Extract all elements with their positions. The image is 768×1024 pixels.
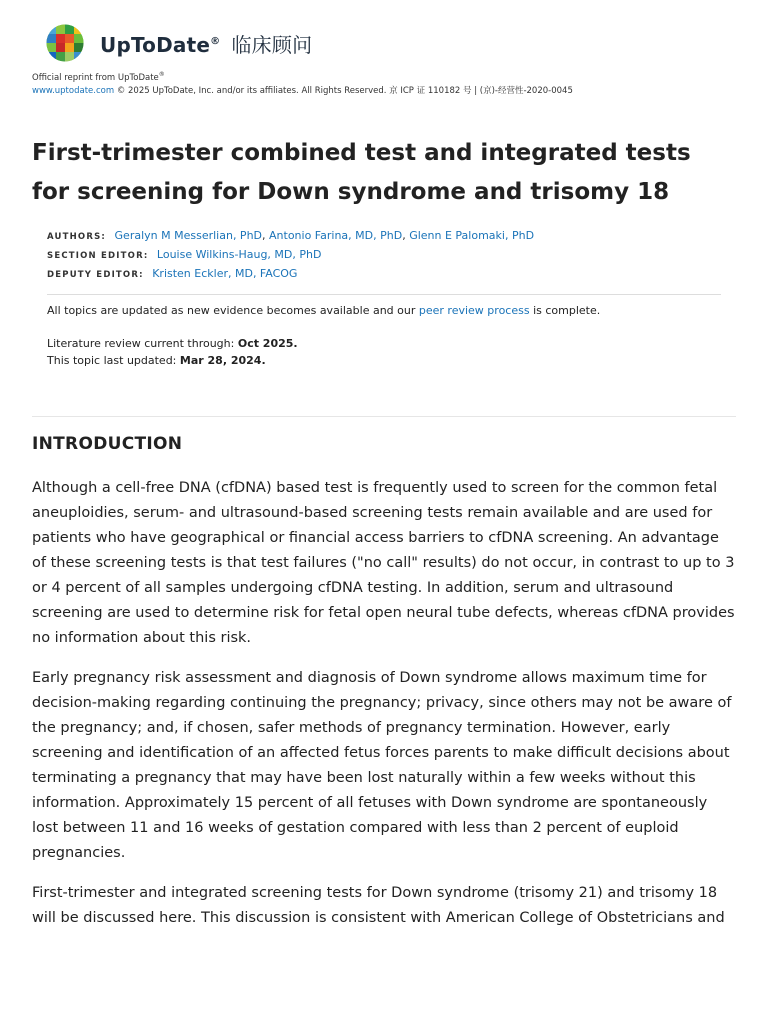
reprint-registered-mark: ® [158,71,165,78]
uptodate-logo-icon [46,24,84,62]
deputy-editor-row [47,265,534,284]
section-editor-row [47,246,534,265]
authors-label: AUTHORS: [47,232,107,242]
brand-registered-mark: ® [210,35,221,47]
reprint-notice [32,68,573,98]
intro-paragraph-3: First-trimester and integrated screening tests for Down syndrome (trisomy 21) and trisomy 18 will be discussed here. This discussion is consistent with American College of Obstetricians and [32,885,725,926]
update-note-post: is complete. [529,304,601,317]
update-note-pre: All topics are updated as new evidence becomes available and our [47,304,419,317]
author-separator: , [402,229,410,242]
lit-review-date: Oct 2025 [237,337,294,350]
intro-paragraph-1: Although a cell-free DNA (cfDNA) based test is frequently used to screen for the common fetal aneuploidies, serum- and ultrasound-based screening tests remain available and are used for patients who have geographical or financial access barriers to cfDNA screening. An advantage of these screening tests is that test failures ("no call" results) do not occur, in contrast to up to 3 or 4 percent of all samples undergoing cfDNA testing. In addition, serum and ultrasound screening are used to determine risk for fetal open neural tube defects, whereas cfDNA provides no information about this risk. [32,480,735,646]
section-divider [32,416,736,417]
brand-cn-name: 临床顾问 [231,32,313,57]
last-updated-label: This topic last updated: [47,354,180,367]
brand-header [46,24,312,62]
update-policy-note [47,302,727,319]
topic-notes [47,302,727,369]
reprint-text: Official reprint from UpToDate [32,72,159,83]
brand-name [100,29,312,58]
copyright-line [32,85,573,98]
section-editor-label: SECTION EDITOR: [47,251,149,261]
lit-review-end: . [293,337,298,350]
authors-row [47,227,534,246]
reprint-line [32,68,573,85]
section-heading-introduction: INTRODUCTION [32,434,183,454]
last-updated-note [47,352,727,369]
section-editor-link[interactable]: Louise Wilkins-Haug, MD, PhD [156,248,322,261]
introduction-body [32,476,736,946]
article-title: First-trimester combined test and integrated tests for screening for Down syndrome and trisomy 18 [32,140,691,205]
intro-paragraph-2: Early pregnancy risk assessment and diagnosis of Down syndrome allows maximum time for decision-making regarding continuing the pregnancy; privacy, since others may not be aware of the pregnancy; and, if chosen, safer methods of pregnancy termination. However, early screening and identification of an affected fetus forces parents to make difficult decisions about terminating a pregnancy that may have been lost naturally within a few weeks without this information. Approximately 15 percent of all fetuses with Down syndrome are spontaneously lost between 11 and 16 weeks of gestation compared with less than 2 percent of euploid pregnancies. [32,670,732,861]
uptodate-site-link[interactable]: www.uptodate.com [32,85,115,96]
literature-review-note [47,335,727,352]
author-separator: , [262,229,270,242]
deputy-editor-link[interactable]: Kristen Eckler, MD, FACOG [152,267,298,280]
author-link-2[interactable]: Antonio Farina, MD, PhD [269,229,403,242]
author-link-1[interactable]: Geralyn M Messerlian, PhD [114,229,263,242]
author-link-3[interactable]: Glenn E Palomaki, PhD [409,229,535,242]
brand-name-text: UpToDate [100,32,211,57]
deputy-editor-label: DEPUTY EDITOR: [47,270,144,280]
contributors-divider [47,294,721,295]
peer-review-link[interactable]: peer review process [418,304,530,317]
last-updated-date: Mar 28, 2024. [179,354,266,367]
contributors-block [47,227,534,284]
lit-review-label: Literature review current through: [47,337,238,350]
copyright-text: © 2025 UpToDate, Inc. and/or its affiliates. All Rights Reserved. 京 ICP 证 110182 号 | (京)-经营性-2020-0045 [114,85,573,96]
